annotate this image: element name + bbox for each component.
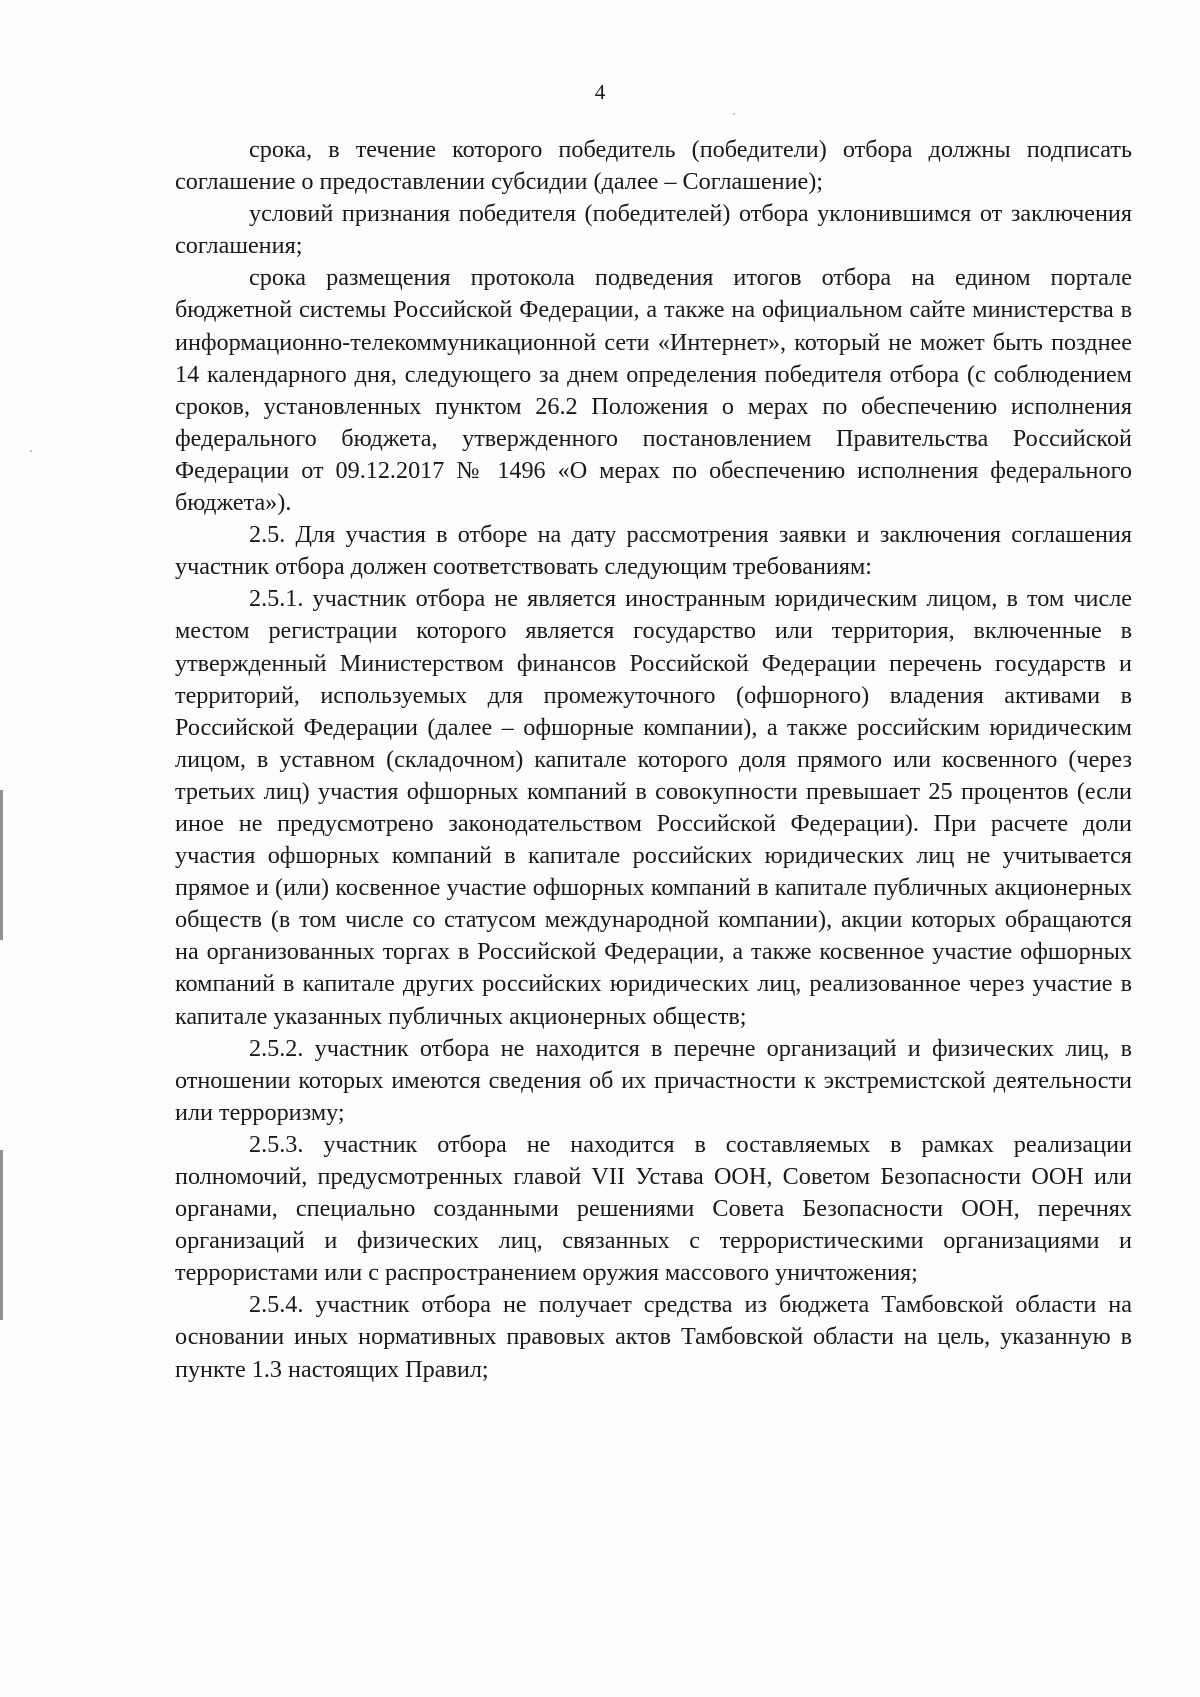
paragraph-2-5-2-extremism: 2.5.2. участник отбора не находится в перечне организаций и физических лиц, в отношении которых имеются сведения об их причастности к экстремистской деятельности или терроризму; xyxy=(175,1034,1132,1126)
paragraph-2-5-3-un-lists: 2.5.3. участник отбора не находится в составляемых в рамках реализации полномочий, предусмотренных главой VII Устава ООН, Советом Безопасности ООН или органами, специально созданными решениями Совета Безопасности ООН, перечнях организаций и физических лиц, связанных с террористическими организациями и террористами или с распространением оружия массового уничтожения; xyxy=(175,1130,1132,1287)
paragraph-2-5-1-offshore: 2.5.1. участник отбора не является иностранным юридическим лицом, в том числе местом регистрации которого является государство или территория, включенные в утвержденный Министерством финансов Российской Федерации перечень государств и территорий, используемых для промежуточного (офшорного) владения активами в Российской Федерации (далее – офшорные компании), а также российским юридическим лицом, в уставном (складочном) капитале которого доля прямого или косвенного (через третьих лиц) участия офшорных компаний в совокупности превышает 25 процентов (если иное не предусмотрено законодательством Российской Федерации). При расчете доли участия офшорных компаний в капитале российских юридических лиц не учитывается прямое и (или) косвенное участие офшорных компаний в капитале публичных акционерных обществ (в том числе со статусом международной компании), акции которых обращаются на организованных торгах в Российской Федерации, а также косвенное участие офшорных компаний в капитале других российских юридических лиц, реализованное через участие в капитале указанных публичных акционерных обществ; xyxy=(175,585,1132,1030)
scan-dust-speck xyxy=(733,113,735,115)
paragraph-evasion-conditions: условий признания победителя (победителей) отбора уклонившимся от заключения соглашения; xyxy=(175,200,1132,260)
scan-edge-mark xyxy=(0,790,3,940)
paragraph-2-5-4-regional-budget: 2.5.4. участник отбора не получает средства из бюджета Тамбовской области на основании иных нормативных правовых актов Тамбовской области на цель, указанную в пункте 1.3 настоящих Правил; xyxy=(175,1291,1132,1383)
document-body xyxy=(175,134,1132,1386)
page-number: 4 xyxy=(594,80,606,104)
paragraph-protocol-publication: срока размещения протокола подведения итогов отбора на едином портале бюджетной системы Российской Федерации, а также на официальном сайте министерства в информационно-телекоммуникационной сети «Интернет», который не может быть позднее 14 календарного дня, следующего за днем определения победителя отбора (с соблюдением сроков, установленных пунктом 26.2 Положения о мерах по обеспечению исполнения федерального бюджета, утвержденного постановлением Правительства Российской Федерации от 09.12.2017 № 1496 «О мерах по обеспечению исполнения федерального бюджета»). xyxy=(175,264,1132,517)
paragraph-2-5-requirements: 2.5. Для участия в отборе на дату рассмотрения заявки и заключения соглашения участник отбора должен соответствовать следующим требованиям: xyxy=(175,521,1132,581)
scan-dust-speck xyxy=(30,450,32,452)
paragraph-agreement-deadline: срока, в течение которого победитель (победители) отбора должны подписать соглашение о предоставлении субсидии (далее – Соглашение); xyxy=(175,136,1132,196)
scan-edge-mark xyxy=(0,1150,3,1320)
